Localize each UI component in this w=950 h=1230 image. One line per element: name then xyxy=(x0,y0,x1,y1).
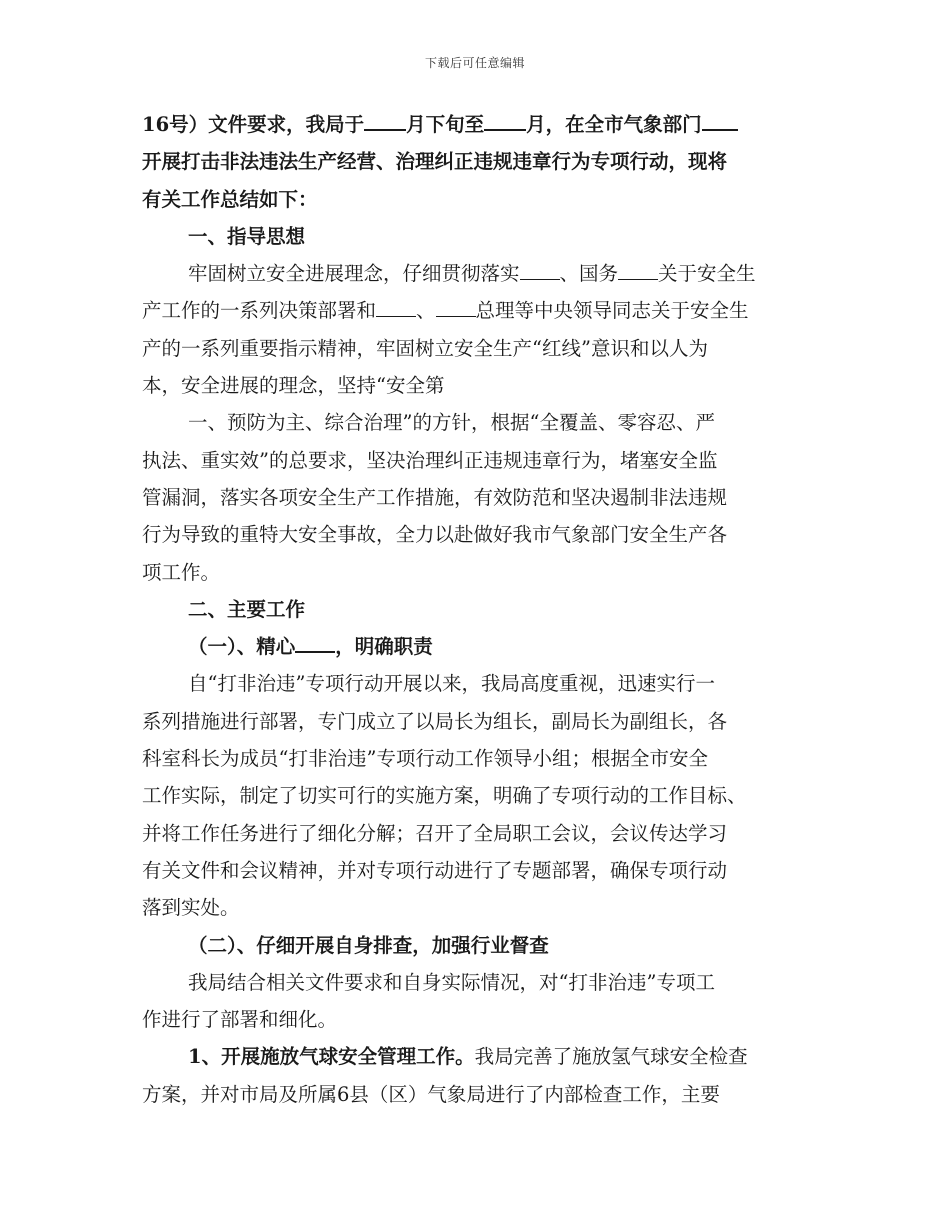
text-line xyxy=(142,292,832,329)
blank-underline xyxy=(364,129,406,131)
blank-underline xyxy=(436,316,476,317)
text-line: 有关工作总结如下： xyxy=(142,187,318,211)
text-segment: （一）、精心 xyxy=(188,635,296,659)
blank-underline xyxy=(702,129,738,131)
item-heading: 1、开展施放气球安全管理工作。 xyxy=(188,1045,475,1069)
text-segment: 总理等中央领导同志关于安全生 xyxy=(475,299,749,323)
text-line: 落到实处。 xyxy=(142,896,240,920)
text-line: 执法、重实效”的总要求，坚决治理纠正违规违章行为，堵塞安全监 xyxy=(142,448,718,472)
text-line: 作进行了部署和细化。 xyxy=(142,1008,338,1032)
header-note: 下载后可任意编辑 xyxy=(424,56,525,70)
text-line xyxy=(142,106,832,143)
section-heading: 二、主要工作 xyxy=(188,597,306,621)
subsection-heading: （二）、仔细开展自身排查，加强行业督查 xyxy=(188,933,549,957)
text-segment: 我局完善了施放氢气球安全检查 xyxy=(474,1045,748,1069)
text-segment: 、 xyxy=(416,299,436,323)
text-segment: 关于安全生 xyxy=(658,262,756,286)
blank-underline xyxy=(484,129,526,131)
text-segment: 、国务 xyxy=(559,262,619,286)
document-body xyxy=(142,106,832,1113)
text-segment: 16号）文件要求，我局于 xyxy=(142,113,365,136)
text-line: 系列措施进行部署，专门成立了以局长为组长，副局长为副组长，各 xyxy=(142,709,728,733)
text-line: 自“打非治违”专项行动开展以来，我局高度重视，迅速实行一 xyxy=(188,672,715,696)
text-line: 本，安全进展的理念，坚持“安全第 xyxy=(142,374,445,398)
text-line: 有关文件和会议精神，并对专项行动进行了专题部署，确保专项行动 xyxy=(142,858,728,882)
text-line: 我局结合相关文件要求和自身实际情况，对“打非治违”专项工 xyxy=(188,970,715,994)
text-line: 产的一系列重要指示精神，牢固树立安全生产“红线”意识和以人为 xyxy=(142,336,708,360)
text-line: 工作实际，制定了切实可行的实施方案，明确了专项行动的工作目标、 xyxy=(142,784,747,808)
text-line: 行为导致的重特大安全事故，全力以赴做好我市气象部门安全生产各 xyxy=(142,523,728,547)
text-segment: 月，在全市气象部门 xyxy=(526,113,702,136)
section-heading: 一、指导思想 xyxy=(188,224,306,248)
text-line xyxy=(142,255,832,292)
text-segment: 产工作的一系列决策部署和 xyxy=(142,299,377,323)
text-segment: 牢固树立安全进展理念，仔细贯彻落实 xyxy=(188,262,520,286)
text-segment: 月下旬至 xyxy=(406,113,485,136)
blank-underline xyxy=(295,651,335,653)
text-line xyxy=(142,1038,832,1075)
blank-underline xyxy=(376,316,416,317)
text-line: 管漏洞，落实各项安全生产工作措施，有效防范和坚决遏制非法违规 xyxy=(142,485,728,509)
text-line: 开展打击非法违法生产经营、治理纠正违规违章行为专项行动，现将 xyxy=(142,150,728,174)
blank-underline xyxy=(618,279,658,280)
text-line: 一、预防为主、综合治理”的方针，根据“全覆盖、零容忍、严 xyxy=(188,411,715,435)
text-line: 方案，并对市局及所属6县（区）气象局进行了内部检查工作，主要 xyxy=(142,1082,720,1106)
subsection-heading xyxy=(142,628,832,665)
text-line: 项工作。 xyxy=(142,560,221,584)
text-segment: ，明确职责 xyxy=(335,635,433,659)
blank-underline xyxy=(520,279,560,280)
text-line: 并将工作任务进行了细化分解；召开了全局职工会议，会议传达学习 xyxy=(142,821,728,845)
text-line: 科室科长为成员“打非治违”专项行动工作领导小组；根据全市安全 xyxy=(142,747,708,771)
